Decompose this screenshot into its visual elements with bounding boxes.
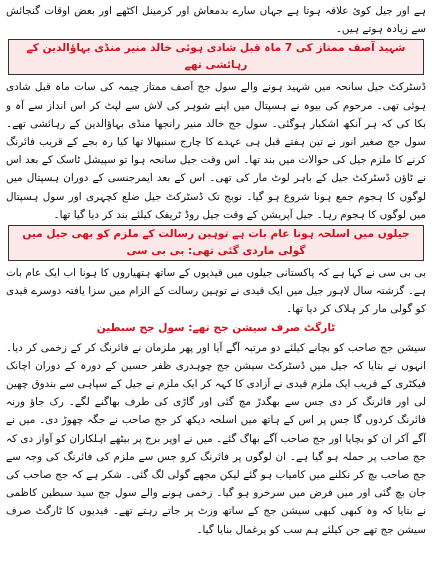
heading-marriage: شہید آصف ممتاز کی 7 ماہ قبل شادی ہوئی خالد منیر منڈی بہاؤالدین کے رہائشی تھے [26, 42, 406, 72]
paragraph-bbc: بی بی سی نے کہا ہے کہ پاکستانی جیلوں میں قیدیوں کے ساتھ ہتھیاروں کا ہونا اب ایک عام بات ہے۔ گزشتہ سال لاہور جیل میں ایک قیدی نے توہین رسالت کے الزام میں سزا یافتہ دوسرے قیدی کو گولی مار کر ہلاک کر دیا تھا۔ [6, 267, 426, 316]
heading-box-target [8, 320, 424, 337]
paragraph-civil-judge: سیشن جج صاحب کو بچانے کیلئے دو مرتبہ آگے آیا اور پھر ملزمان نے فائرنگ کر کے زخمی کر دیا۔ انہوں نے بتایا کہ جیل میں ڈسٹرکٹ سیشن جج چوہدری ظفر حسین کے دورہ کے دوران اچانک فیکٹری کے قریب ایک ملزم قیدی نے آزادی کا کہہ کر ایک ملزم نے جیل کے سپاہی سے بندوق چھین لی اور فائرنگ کر دی جس سے بھگدڑ مچ گئی اور گاڑی کی طرف بھاگنے لگے۔ رک جاؤ ورنہ فائرنگ کردوں گا جس پر اس کے ہاتھ میں اسلحہ دیکھ کر جج صاحب نے جگہ چھوڑ دی۔ میں نے آگے آکر ان کو بچایا اور جج صاحب آگے بھاگ گئے۔ میں نے اوپر برج پر بیٹھے اہلکاران کو آواز دی کہ جج صاحب پر حملہ ہو گیا ہے۔ ان لوگوں پر فائرنگ کرو جس سے ملزم کی فائرنگ کی وجہ سے جج صاحب بچ کر نکلنے میں کامیاب ہو گئے لیکن مجھے گولی لگ گئی۔ شکر ہے کہ جج صاحب کی جان بچ گئی اور میں فرض میں سرخرو ہو گیا۔ زخمی ہونے والے سول جج سید سبطین کاظمی نے بتایا کہ وہ کبھی کبھی سیشن جج کے ساتھ وزٹ پر جاتے رہتے تھے۔ قیدیوں کا ٹارگٹ صرف سیشن جج تھے جن کیلئے ہم سب کو یرغمال بنایا گیا۔ [6, 341, 426, 536]
heading-target: ٹارگٹ صرف سیشن جج تھے: سول جج سبطین [96, 321, 336, 334]
heading-box-bbc [8, 225, 424, 261]
heading-box-marriage [8, 39, 424, 75]
heading-bbc: جیلوں میں اسلحہ ہونا عام بات ہے توہین رسالت کے ملزم کو بھی جیل میں گولی ماردی گئی تھی: بی بی سی [22, 228, 410, 258]
intro-paragraph: ہے اور جیل کوئ علاقہ ہوتا ہے جہاں سارے بدمعاش اور کرمینل اکٹھے اور بعض اوقات گنجائش سے زیادہ ہوتے ہیں۔ [6, 5, 426, 36]
paragraph-district-jail: ڈسٹرکٹ جیل سانحہ میں شہید ہونے والے سول جج آصف ممتاز چیمہ کی سات ماہ قبل شادی ہوئی تھی۔ مرحوم کی بیوہ نے ہسپتال میں اپنے شوہر کی لاش سے لپٹ کر اس انداز سے آہ و بکا کی کہ ہر آنکھ اشکبار ہوگئی۔ سول جج خالد منیر رانجھا منڈی بہاؤالدین کے رہائشی تھے۔ سول جج صغیر انور نے تین ہفتے قبل ہی عہدے کا چارج سنبھالا تھا کیا رہ بجے کے قریب فائرنگ کرنے کا ملزم جیل کی حوالات میں بند تھا۔ اس وقت جیل سانحہ ہوا تو سپیشل ٹاسک کے بعد اس نے ٹاؤن ڈسٹرکٹ جیل کے باہر لوٹ مار کی تھی۔ اس کے بعد ایمرجنسی کے دوران ہسپتال میں لوگوں کا ہجوم جمع ہونا شروع ہو گیا۔ نوبج تک ڈسٹرکٹ جیل ضلع کچہری اور سول ہسپتال میں لوگوں کا ہجوم رہا۔ جیل آپریشن کے وقت جیل روڈ ٹریفک کیلئے بند کر دیا گیا تھا۔ [6, 81, 426, 221]
